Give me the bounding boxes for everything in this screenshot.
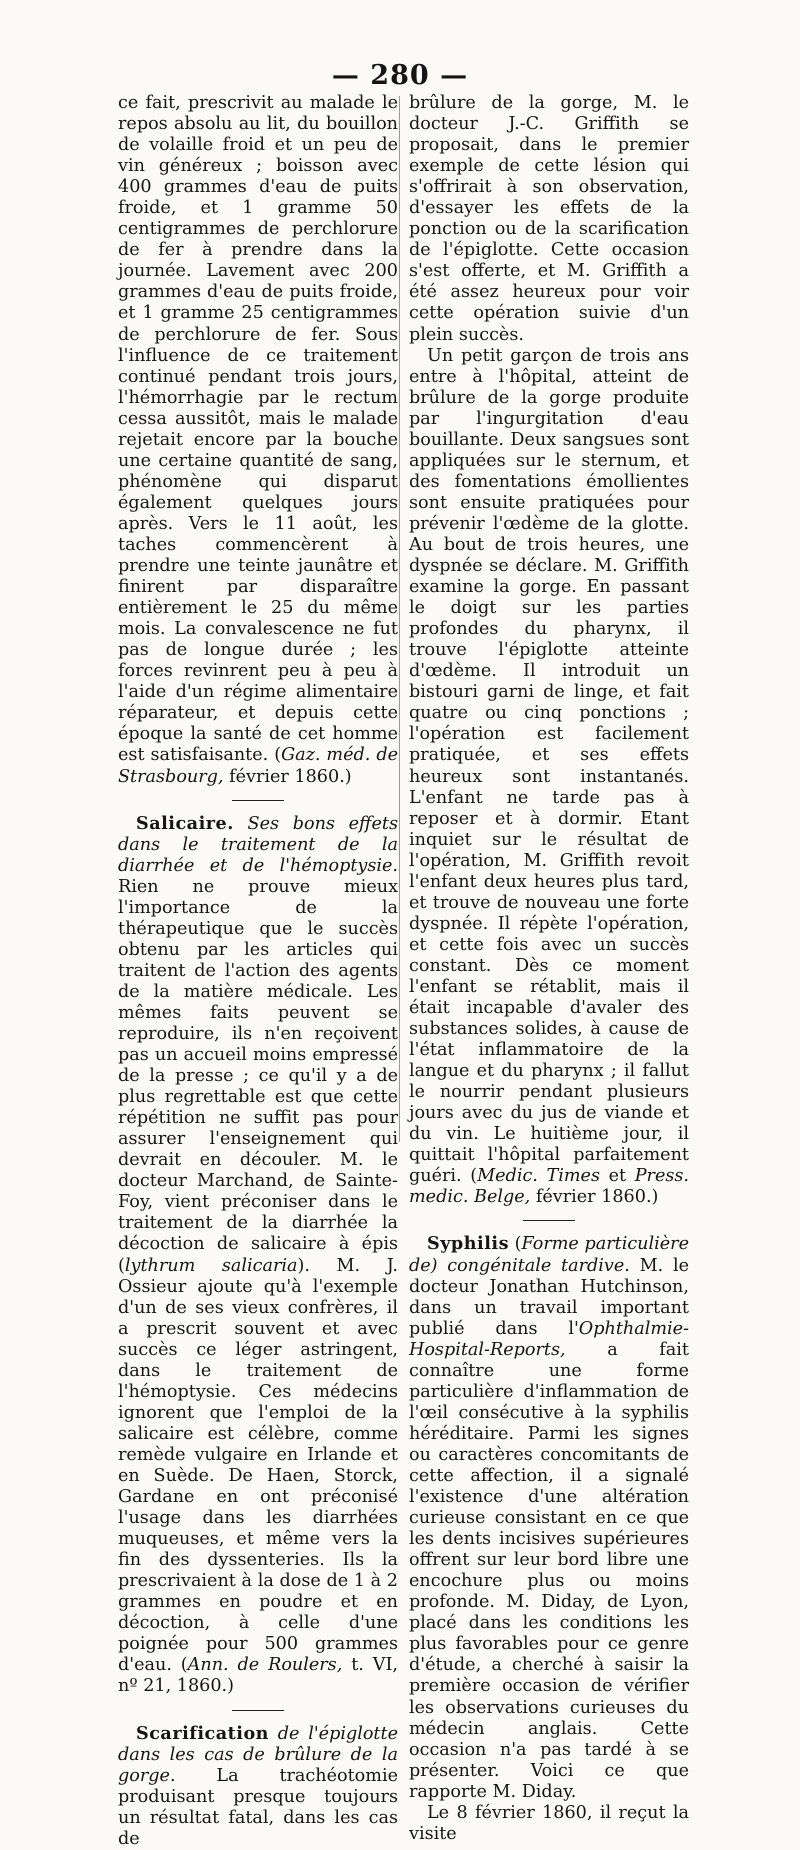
- left-column: [118, 93, 398, 1850]
- article-text: ). M. J. Ossieur ajoute qu'à l'exemple d'un de ses vieux confrères, il a prescrit souvent et avec succès ce léger astringent, dans le traitement de l'hémoptysie. Ces médecins ignorent que l'emploi de la salicaire est célèbre, comme remède vulgaire en Irlande et en Suède. De Haen, Storck, Gardane en ont préconisé l'usage dans les diarrhées muqueuses, et même vers la fin des dyssenteries. Ils la prescrivaient à la dose de 1 à 2 grammes en poudre et en décoction, à celle d'une poignée pour 500 grammes d'eau. (: [118, 1255, 398, 1676]
- latin-name: lythrum salicaria: [124, 1255, 298, 1276]
- article-subtitle: Forme particulière de) congénitale tardive.: [409, 1234, 689, 1276]
- paragraph-text: Un petit garçon de trois ans entre à l'hôpital, atteint de brûlure de la gorge produite par l'ingurgitation d'eau bouillante. Deux sangsues sont appliquées sur le sternum, et des fomentations émollientes sont ensuite pratiquées pour prévenir l'œdème de la glotte. Au bout de trois heures, une dyspnée se déclare. M. Griffith examine la gorge. En passant le doigt sur les parties profondes du pharynx, il trouve l'épiglotte atteinte d'œdème. Il introduit un bistouri garni de linge, et fait quatre ou cinq ponctions ; l'opération est facilement pratiquée, et ses effets heureux sont instantanés. L'enfant ne tarde pas à reposer et à dormir. Etant inquiet sur le résultat de l'opération, M. Griffith revoit l'enfant deux heures plus tard, et trouve de nouveau une forte dyspnée. Il répète l'opération, et cette fois avec un succès constant. Dès ce moment l'enfant se rétablit, mais il était incapable d'avaler des substances solides, à cause de l'état inflammatoire de la langue et du pharynx ; il fallut le nourrir pendant plusieurs jours avec du jus de viande et du vin. Le huitième jour, il quittait l'hôpital parfaitement guéri. (: [409, 345, 689, 1187]
- column-divider: [399, 96, 400, 1142]
- citation-date: février 1860.): [530, 1187, 659, 1208]
- article-subtitle: de l'épiglotte dans les cas de brûlure de la gorge.: [118, 1723, 398, 1786]
- article-heading: Salicaire.: [136, 812, 234, 834]
- citation-date: février 1860.): [223, 766, 352, 787]
- section-rule: [232, 1710, 284, 1711]
- paragraph-case-end: [118, 93, 398, 788]
- section-rule: [232, 800, 284, 801]
- citation-source: Gaz. méd. de Strasbourg,: [118, 745, 398, 787]
- right-column: [409, 93, 689, 1845]
- article-syphilis: [409, 1233, 689, 1802]
- citation-date: t. VI, nº 21, 1860.): [118, 1655, 398, 1697]
- paragraph-case: [409, 346, 689, 1209]
- citation-connector: et: [600, 1166, 635, 1187]
- citation-open: (: [268, 745, 282, 766]
- article-scarification: [118, 1723, 398, 1850]
- paragraph-text: brûlure de la gorge, M. le docteur J.-C. Griffith se proposait, dans le premier exemple de cette lésion qui s'offrirait à son observation, d'essayer les effets de la ponction ou de la scarification de l'épiglotte. Cette occasion s'est offerte, et M. Griffith a été assez heureux pour voir cette opération suivie d'un plein succès.: [409, 93, 689, 345]
- article-text: La trachéotomie produisant presque toujours un résultat fatal, dans les cas de: [118, 1765, 398, 1849]
- journal-name: Ophthalmie-Hospital-Reports,: [409, 1318, 689, 1360]
- citation-source: Press. medic. Belge,: [409, 1166, 690, 1208]
- article-subtitle: Ses bons effets dans le traitement de la diarrhée et de l'hémoptysie.: [118, 813, 398, 876]
- citation-source: Medic. Times: [477, 1166, 600, 1187]
- paragraph-last: [409, 1803, 689, 1845]
- section-rule: [523, 1220, 575, 1221]
- article-salicaire: [118, 813, 398, 1698]
- article-text: M. le docteur Jonathan Hutchinson, dans un travail important publié dans l': [409, 1255, 689, 1339]
- citation-source: Ann. de Roulers,: [187, 1655, 343, 1676]
- article-text: a fait connaître une forme particulière d'inflammation de l'œil consécutive à la syphilis héréditaire. Parmi les signes ou caractères concomitants de cette affection, il a signalé l'existence d'une altération curieuse consistant en ce que les dents incisives supérieures offrent sur leur bord libre une encochure plus ou moins profonde. M. Diday, de Lyon, placé dans les conditions les plus favorables pour ce genre d'étude, a cherché à saisir la première occasion de vérifier les observations curieuses du médecin anglais. Cette occasion n'a pas tardé à se présenter. Voici ce que rapporte M. Diday.: [409, 1339, 689, 1802]
- article-text: Rien ne prouve mieux l'importance de la thérapeutique que le succès obtenu par les articles qui traitent de l'action des agents de la matière médicale. Les mêmes faits peuvent se reproduire, ils n'en reçoivent pas un accueil moins empressé de la presse ; ce qu'il y a de plus regrettable est que cette répétition ne suffit pas pour assurer l'enseignement qui devrait en découler. M. le docteur Marchand, de Sainte-Foy, vient préconiser dans le traitement de la diarrhée la décoction de salicaire à épis (: [118, 876, 398, 1276]
- paren-open: (: [508, 1234, 522, 1255]
- paragraph-scarification-cont: [409, 93, 689, 346]
- paragraph-text: ce fait, prescrivit au malade le repos absolu au lit, du bouillon de volaille froid et un peu de vin généreux ; boisson avec 400 grammes d'eau de puits froide, et 1 gramme 50 centigrammes de perchlorure de fer à prendre dans la journée. Lavement avec 200 grammes d'eau de puits froide, et 1 gramme 25 centigrammes de perchlorure de fer. Sous l'influence de ce traitement continué pendant trois jours, l'hémorrhagie par le rectum cessa aussitôt, mais le malade rejetait encore par la bouche une certaine quantité de sang, phénomène qui disparut également quelques jours après. Vers le 11 août, les taches commencèrent à prendre une teinte jaunâtre et finirent par disparaître entièrement le 25 du même mois. La convalescence ne fut pas de longue durée ; les forces revinrent peu à peu à l'aide d'un régime alimentaire réparateur, et depuis cette époque la santé de cet homme est satisfaisante.: [118, 93, 398, 766]
- article-heading: Syphilis: [427, 1233, 509, 1255]
- paragraph-text: Le 8 février 1860, il reçut la visite: [409, 1802, 689, 1844]
- page-number: — 280 —: [331, 60, 469, 91]
- article-heading: Scarification: [136, 1722, 269, 1744]
